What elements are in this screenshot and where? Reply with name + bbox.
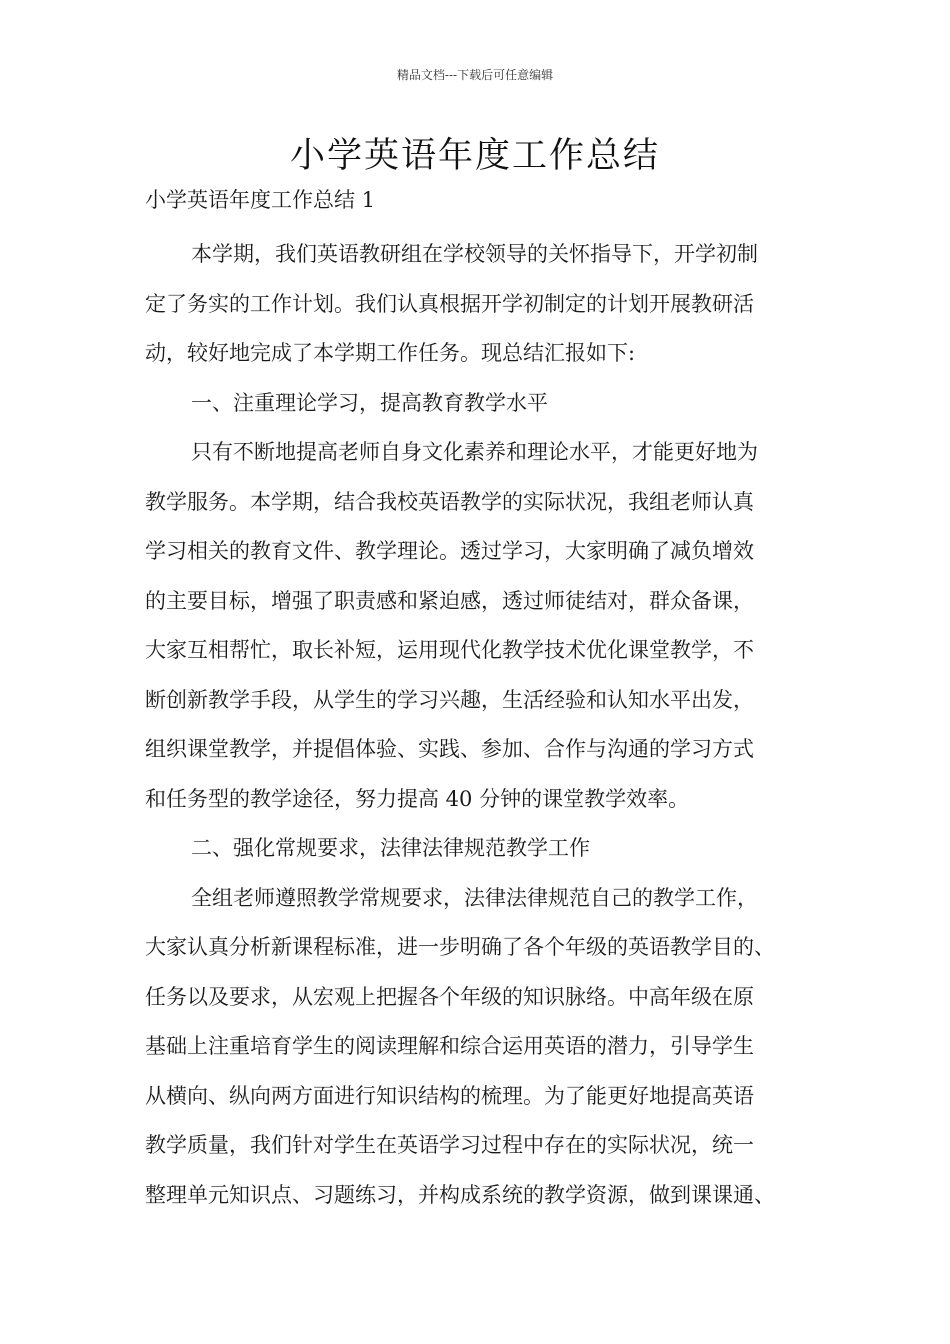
text-line: 的主要目标，增强了职责感和紧迫感，透过师徒结对，群众备课， [145, 588, 754, 613]
text-line: 全组老师遵照教学常规要求，法律法律规范自己的教学工作， [191, 885, 758, 910]
text-line: 二、强化常规要求，法律法律规范教学工作 [191, 836, 590, 860]
document-body [145, 185, 820, 1220]
text-line: 整理单元知识点、习题练习，并构成系统的教学资源，做到课课通、 [145, 1182, 775, 1207]
document-title: 小学英语年度工作总结 [289, 136, 660, 176]
text-line: 组织课堂教学，并提倡体验、实践、参加、合作与沟通的学习方式 [145, 737, 754, 761]
text-line: 教学服务。本学期，结合我校英语教学的实际状况，我组老师认真 [145, 489, 754, 514]
text-line: 大家认真分析新课程标准，进一步明确了各个年级的英语教学目的、 [145, 935, 775, 959]
text-line: 和任务型的教学途径，努力提高 40 分钟的课堂教学效率。 [145, 786, 690, 811]
text-line: 动，较好地完成了本学期工作任务。现总结汇报如下: [145, 341, 636, 365]
text-line: 一、注重理论学习，提高教育教学水平 [191, 390, 548, 415]
text-line: 大家互相帮忙，取长补短，运用现代化教学技术优化课堂教学，不 [145, 638, 754, 662]
header-note: 精品文档---下载后可任意编辑 [396, 68, 554, 82]
text-line: 只有不断地提高老师自身文化素养和理论水平，才能更好地为 [191, 440, 758, 464]
text-line: 任务以及要求，从宏观上把握各个年级的知识脉络。中高年级在原 [145, 984, 754, 1009]
text-line: 断创新教学手段，从学生的学习兴趣，生活经验和认知水平出发， [145, 687, 754, 712]
text-line: 定了务实的工作计划。我们认真根据开学初制定的计划开展教研活 [145, 291, 754, 316]
text-line: 从横向、纵向两方面进行知识结构的梳理。为了能更好地提高英语 [145, 1083, 754, 1108]
text-line: 基础上注重培育学生的阅读理解和综合运用英语的潜力，引导学生 [145, 1034, 754, 1058]
text-line: 教学质量，我们针对学生在英语学习过程中存在的实际状况，统一 [145, 1133, 754, 1157]
section-subtitle: 小学英语年度工作总结 1 [145, 188, 376, 212]
text-line: 学习相关的教育文件、教学理论。透过学习，大家明确了减负增效 [145, 539, 754, 563]
paragraph-lines [145, 230, 820, 1220]
text-line: 本学期，我们英语教研组在学校领导的关怀指导下，开学初制 [191, 242, 758, 266]
